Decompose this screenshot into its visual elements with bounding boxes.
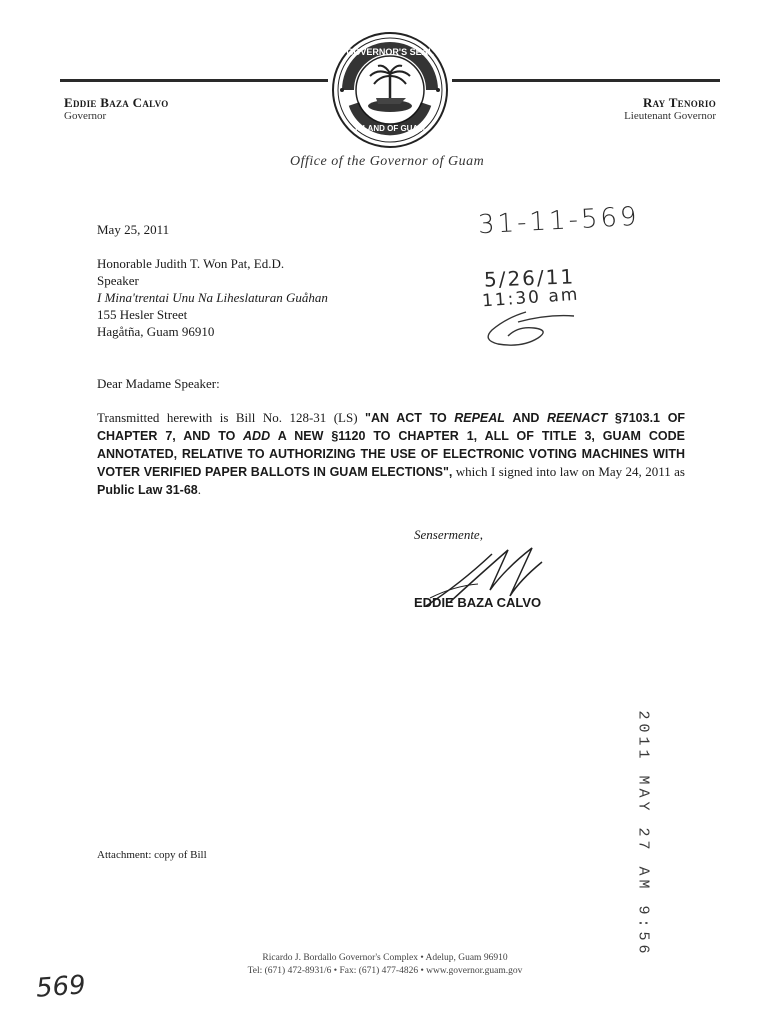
lieutenant-governor-name: Ray Tenorio (642, 95, 716, 110)
closing: Sensermente, (414, 527, 483, 542)
office-line: Office of the Governor of Guam (290, 154, 485, 169)
act-title-part: "AN ACT TO (365, 411, 447, 425)
handwritten-received-date: 5/26/11 (483, 264, 576, 292)
salutation: Dear Madame Speaker: (97, 376, 220, 391)
act-title-reenact: REENACT (546, 411, 608, 425)
recipient-name: Honorable Judith T. Won Pat, Ed.D. (97, 256, 285, 271)
svg-text:GOVERNOR'S SEAL: GOVERNOR'S SEAL (346, 47, 434, 57)
public-law-number: Public Law 31-68 (97, 483, 198, 497)
letter-date: May 25, 2011 (97, 222, 170, 237)
act-title-part: §7103.1 OF CHAPTER 7, AND TO (97, 411, 686, 443)
act-title-part: A NEW §1120 TO CHAPTER 1, ALL OF TITLE 3, GUAM CODE ANNOTATED, RELATIVE TO AUTHORIZING THE USE OF ELECTRONIC VOTING MACHINES WITH VOTER VERIFIED PAPER BALLOTS IN GUAM ELECTIONS", (97, 429, 685, 479)
act-title-add: ADD (243, 429, 271, 443)
svg-text:ISLAND OF GUAM: ISLAND OF GUAM (355, 124, 425, 133)
recipient-title: Speaker (97, 273, 139, 288)
period: . (197, 482, 201, 497)
handwritten-corner-number: 569 (35, 970, 87, 1004)
signed-into-law-text: which I signed into law on May 24, 2011 as (455, 464, 685, 479)
header-rule-right (452, 79, 720, 82)
received-stamp: 2011 MAY 27 AM 9:56 (634, 710, 652, 958)
recipient-street: 155 Hesler Street (97, 307, 188, 322)
body-paragraph (97, 409, 685, 499)
handwritten-tracking-number: 31-11-569 (477, 201, 641, 241)
footer-address: Ricardo J. Bordallo Governor's Complex • Adelup, Guam 96910 (262, 953, 508, 963)
signer-name: EDDIE BAZA CALVO (414, 595, 542, 610)
recipient-city: Hagåtña, Guam 96910 (97, 324, 215, 339)
bill-reference: Transmitted herewith is Bill No. 128-31 (LS) (97, 410, 358, 425)
governor-title: Governor (64, 110, 107, 122)
act-title-repeal: REPEAL (454, 411, 505, 425)
governors-seal-icon (328, 28, 452, 152)
recipient-block (97, 255, 328, 340)
recipient-legislature: I Mina'trentai Unu Na Liheslaturan Guåhan (97, 290, 328, 305)
footer-contact: Tel: (671) 472-8931/6 • Fax: (671) 477-4826 • www.governor.guam.gov (247, 966, 523, 976)
act-title-part: AND (512, 411, 540, 425)
handwritten-received-time: 11:30 am (481, 284, 580, 312)
header-rule-left (60, 79, 328, 82)
lieutenant-governor-title: Lieutenant Governor (624, 110, 716, 122)
governor-name: Eddie Baza Calvo (64, 95, 169, 110)
initials-scribble-icon (478, 308, 578, 350)
attachment-note: Attachment: copy of Bill (97, 849, 207, 861)
